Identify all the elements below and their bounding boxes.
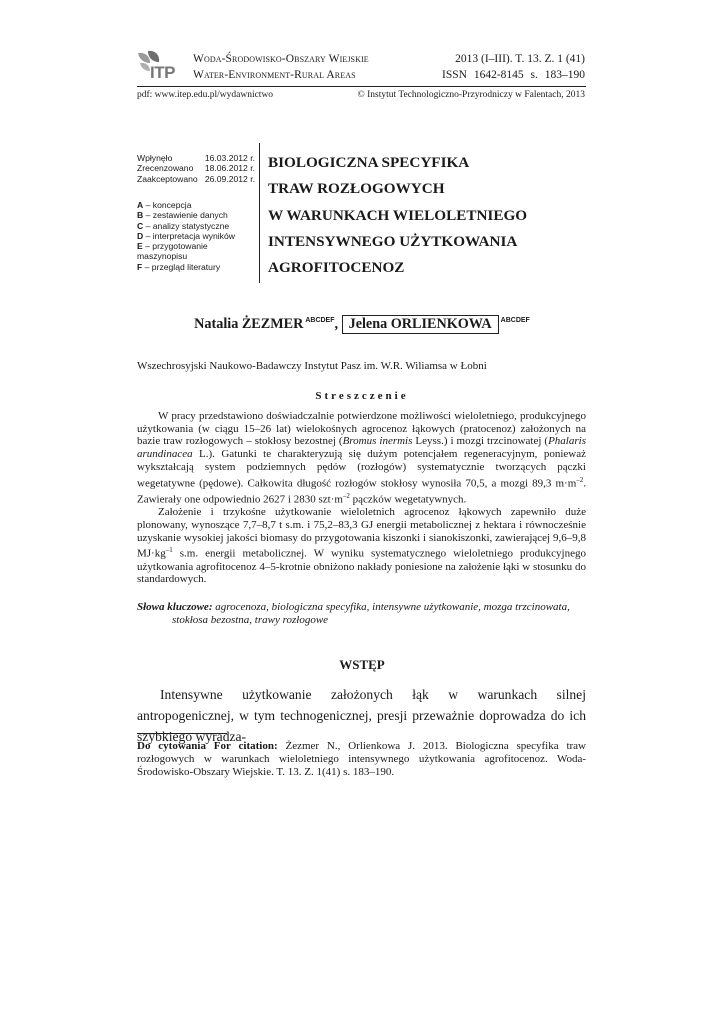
title-line: AGROFITOCENOZ — [268, 259, 405, 277]
citation-text: Żezmer N., Orlienkowa J. 2013. Biologiczna specyfika traw rozłogowych w warunkach wieloletniego intensywnego użytkowania agrofitocenoz. Woda-Środowisko-Obszary Wiejskie. T. 13. Z. 1(41) s. 183–190. — [137, 740, 586, 778]
abstract-text — [137, 410, 586, 586]
date-row — [137, 153, 255, 163]
author-contribution-codes: ABCDEF — [500, 317, 530, 324]
title-divider — [259, 143, 260, 283]
contribution-item: A – koncepcja — [137, 200, 192, 210]
keywords-text: agrocenoza, biologiczna specyfika, intensywne użytkowanie, mozga trzcinowata, — [215, 601, 570, 613]
keywords-label: Słowa kluczowe: — [137, 601, 213, 613]
contribution-item: D – interpretacja wyników — [137, 230, 235, 241]
body-paragraph: Intensywne użytkowanie założonych łąk w warunkach silnej antropogenicznej, w tym technogenicznej, presji przeważnie doprowadza do ich szybkiego wyradza- — [137, 687, 586, 744]
abstract-paragraph: Założenie i trzykośne użytkowanie wieloletnich agrocenoz łąkowych zapewniło duże plonowany, wynoszące 7,7–8,7 t s.m. i 75,2–83,3 GJ energii metabolicznej z hektara i równocześnie uzyskanie wysokiej jakości biomasy do przygotowania kiszonki i sianokiszonki, zawierającej 9,6–9,8 $MJ\cdot kg^{-1}$ s.m. energii metabolicznej. W wyniku systematycznego wieloletniego produkcyjnego użytkowania agrofitocenoz 4–5-krotnie obniżono nakłady poniesione na założenie łąki w stosunku do standardowych. — [137, 506, 586, 586]
body-text — [137, 684, 586, 747]
header-rule — [137, 86, 586, 87]
date-value: 26.09.2012 r. — [204, 173, 255, 184]
author-contributions — [137, 200, 259, 272]
date-row — [137, 163, 255, 173]
footnote-rule — [137, 733, 227, 734]
pdf-url: pdf: www.itep.edu.pl/wydawnictwo — [137, 90, 274, 100]
keywords — [137, 601, 586, 626]
itp-logo — [137, 50, 179, 82]
contribution-item: B – zestawienie danych — [137, 210, 228, 221]
date-label: Zrecenzowano — [137, 163, 194, 174]
contribution-item: C – analizy statystyczne — [137, 220, 230, 231]
contribution-item: E – przygotowanie maszynopisu — [137, 241, 208, 262]
citation-note — [137, 740, 586, 779]
logo-text: ITP — [150, 63, 175, 82]
date-row — [137, 174, 255, 184]
title-line: BIOLOGICZNA SPECYFIKA — [268, 154, 470, 171]
authors — [0, 316, 724, 333]
issue-info: 2013 (I–III). T. 13. Z. 1 (41) — [455, 53, 585, 65]
title-line: INTENSYWNEGO UŻYTKOWANIA — [268, 232, 518, 250]
author-contribution-codes: ABCDEF — [305, 317, 335, 324]
abstract-heading: Streszczenie — [315, 390, 409, 402]
copyright: © Instytut Technologiczno-Przyrodniczy w Falentach, 2013 — [357, 90, 585, 100]
author-name-boxed: Jelena ORLIENKOWA — [342, 315, 499, 334]
citation-label: Do cytowania For citation: — [137, 740, 278, 752]
contribution-item: F – przegląd literatury — [137, 261, 221, 272]
author-name: Natalia ŻEZMER — [194, 316, 304, 332]
keywords-text-continued: stokłosa bezostna, trawy rozłogowe — [172, 613, 329, 626]
issn-pages: ISSN 1642-8145 s. 183–190 — [442, 69, 585, 81]
submission-dates — [137, 153, 255, 184]
institution: Wszechrosyjski Naukowo-Badawczy Instytut Pasz im. W.R. Wiliamsa w Łobni — [137, 360, 487, 372]
author-separator: , — [334, 316, 339, 332]
date-label: Zaakceptowano — [137, 173, 198, 184]
date-value: 16.03.2012 r. — [204, 153, 255, 163]
journal-name-en: Water-Environment-Rural Areas — [193, 69, 356, 81]
title-line: W WARUNKACH WIELOLETNIEGO — [268, 206, 528, 224]
journal-name-pl: Woda-Środowisko-Obszary Wiejskie — [193, 53, 369, 65]
date-label: Wpłynęło — [137, 153, 173, 163]
article-title — [268, 150, 588, 281]
date-value: 18.06.2012 r. — [204, 163, 255, 174]
title-line: TRAW ROZŁOGOWYCH — [268, 180, 445, 198]
abstract-paragraph: W pracy przedstawiono doświadczalnie potwierdzone możliwości wieloletniego, produkcyjnego użytkowania (w ciągu 15–26 lat) wielokośnych agrocenoz łąkowych (pratocenoz) założonych na bazie traw rozłogowych – stokłosy bezostnej (Bromus inermis Leyss.) i mozgi trzcinowatej (Phalaris arundinacea L.). Gatunki te charakteryzują się dużym potencjałem regeneracyjnym, ponieważ wykształcają system podziemnych pędów (rozłogów) systematycznie tworzących pączki wegetatywne (pędowe). Całkowita długość rozłogów stokłosy wynosiła 70,5, a mozgi 89,3 $m\cdot m^{-2}$. Zawierały one odpowiednio 2627 i 2830 $szt\cdot m^{-2}$ pączków wegetatywnych. — [137, 410, 586, 506]
section-heading: WSTĘP — [339, 657, 385, 672]
